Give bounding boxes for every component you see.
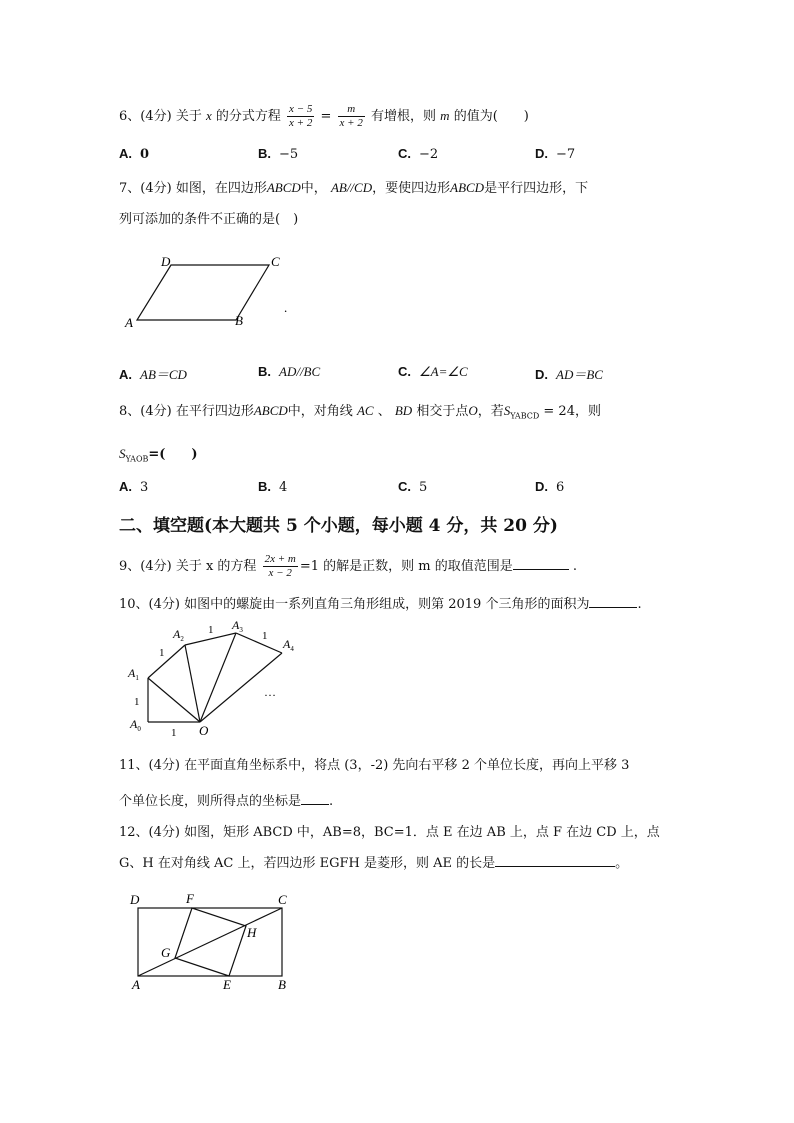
q12-diagonal-ac	[138, 908, 282, 976]
q8-option-a: A. 3	[119, 479, 149, 495]
q11-text: 个单位长度，则所得点的坐标是	[119, 794, 302, 809]
q7-quad1: ABCD	[266, 180, 301, 195]
q8-text-d: ，若	[477, 404, 504, 419]
q11-stem-line2	[119, 790, 333, 809]
q8-text-c: 相交于点	[416, 404, 469, 419]
q6-var: x	[205, 108, 212, 123]
q8-s2: S	[119, 446, 126, 461]
q7-text-b: 中，	[300, 181, 327, 196]
q10-spiral-figure	[119, 618, 319, 738]
q7-option-b: B. AD//BC	[258, 364, 321, 379]
q7-label-b: B	[235, 313, 243, 328]
q8-option-c: C. 5	[398, 479, 428, 495]
q9-end: .	[572, 559, 577, 574]
q6-m: m	[440, 108, 450, 123]
q12-label-a: A	[132, 977, 140, 992]
q6-suffix1: 有增根，则	[371, 109, 437, 124]
q10-dots: …	[264, 685, 276, 699]
q7-parallelogram	[137, 265, 269, 320]
q9-answer-blank[interactable]	[513, 557, 569, 570]
q9-den: x − 2	[268, 567, 292, 579]
q7-parallel: AB//CD	[330, 180, 373, 195]
q6-eq: =	[320, 109, 332, 124]
q8-o: O	[468, 403, 478, 418]
q8-option-d: D. 6	[535, 479, 565, 495]
q10-end: .	[637, 597, 642, 612]
q12-label-f: F	[186, 891, 194, 906]
q8-s: S	[503, 403, 511, 418]
q12-label-g: G	[161, 945, 171, 960]
q10-label-o: O	[199, 723, 209, 738]
q8-stem-line2	[119, 443, 198, 464]
q12-label-d: D	[130, 892, 140, 907]
q9-num: 2x + m	[264, 553, 296, 565]
q10-label-a3: $A_3$	[232, 618, 243, 634]
q8-text-b: 中，对角线	[287, 404, 353, 419]
q9-suffix: =1 的解是正数，则 m 的取值范围是	[299, 559, 513, 574]
q6-prefix: 6、(4分) 关于	[119, 109, 202, 124]
q7-option-c: C. ∠A=∠C	[398, 364, 468, 379]
q12-label-b: B	[278, 977, 286, 992]
q8-text-a: 8、(4分) 在平行四边形	[119, 404, 254, 419]
q8-sep: 、	[377, 404, 391, 419]
q10-label-one-a0a1: 1	[134, 696, 140, 708]
q6-option-a: A. 0	[119, 146, 150, 162]
q12-stem-line1: 12、(4分) 如图，矩形 ABCD 中，AB=8，BC=1．点 E 在边 AB 上，点 F 在边 CD 上，点	[119, 825, 660, 840]
q12-text: G、H 在对角线 AC 上，若四边形 EGFH 是菱形，则 AE 的长是	[119, 856, 496, 871]
q7-parallelogram-figure	[119, 252, 309, 332]
q12-label-h: H	[247, 925, 257, 940]
q10-seg-a1-a2	[148, 645, 185, 678]
q10-label-a1: $A_1$	[128, 666, 139, 682]
q12-end: 。	[615, 856, 629, 871]
q7-label-d: D	[161, 254, 171, 269]
q8-bd: BD	[394, 403, 413, 418]
q6-lhs-den: x + 2	[289, 117, 313, 129]
q10-label-one-a2a3: 1	[208, 624, 214, 636]
q10-answer-blank[interactable]	[589, 595, 637, 608]
q8-option-b: B. 4	[258, 479, 288, 495]
q6-mid: 的分式方程	[215, 109, 281, 124]
q6-option-b: B. −5	[258, 146, 299, 162]
q7-label-c: C	[271, 254, 280, 269]
q6-suffix2: 的值为( )	[453, 109, 529, 124]
q7-quad2: ABCD	[450, 180, 485, 195]
q10-label-one-a3a4: 1	[262, 630, 268, 642]
q7-label-a: A	[125, 315, 133, 330]
q10-label-a4: $A_4$	[283, 637, 294, 653]
q9-fraction	[263, 553, 298, 580]
q11-answer-blank[interactable]	[301, 792, 329, 805]
q11-end: .	[329, 794, 334, 809]
q7-text-c: ，要使四边形	[372, 181, 451, 196]
q6-rhs-num: m	[338, 103, 365, 117]
q7-stem-line1	[119, 177, 588, 196]
q12-label-c: C	[278, 892, 287, 907]
q10-label-a0: $A_0$	[130, 717, 141, 733]
q6-rhs-fraction	[338, 103, 365, 130]
section-heading: 二、填空题(本大题共 5 个小题，每小题 4 分，共 20 分)	[119, 516, 558, 536]
q6-stem	[119, 103, 529, 130]
q10-label-one-a0o: 1	[171, 727, 177, 738]
q8-text-e: = 24，则	[543, 404, 601, 419]
q9-prefix: 9、(4分) 关于 x 的方程	[119, 559, 257, 574]
q8-s2-sub: YAOB	[125, 454, 149, 464]
q10-label-one-a1a2: 1	[159, 647, 165, 659]
q8-ac: AC	[356, 403, 374, 418]
q7-stem-line2: 列可添加的条件不正确的是( )	[119, 212, 299, 227]
q10-label-a2: $A_2$	[173, 627, 184, 643]
q10-text: 10、(4分) 如图中的螺旋由一系列直角三角形组成，则第 2019 个三角形的面积为	[119, 597, 590, 612]
q9-stem	[119, 553, 577, 580]
q7-option-a: A. AB＝CD	[119, 367, 187, 382]
q10-stem	[119, 593, 642, 612]
q12-stem-line2	[119, 852, 628, 871]
q11-stem-line1: 11、(4分) 在平面直角坐标系中，将点 (3，-2) 先向右平移 2 个单位长度，再向上平移 3	[119, 758, 630, 773]
q6-rhs-den: x + 2	[339, 117, 363, 129]
q7-option-d: D. AD＝BC	[535, 367, 603, 382]
q7-dot: .	[284, 300, 288, 315]
q6-lhs-fraction	[287, 103, 314, 130]
q6-option-d: D. −7	[535, 146, 576, 162]
q7-text-d: 是平行四边形，下	[484, 181, 589, 196]
q12-rectangle-figure	[119, 888, 309, 998]
q8-quad: ABCD	[253, 403, 288, 418]
q7-text-a: 7、(4分) 如图，在四边形	[119, 181, 267, 196]
q8-text-f: =( )	[148, 447, 198, 462]
q12-label-e: E	[223, 977, 231, 992]
q6-option-c: C. −2	[398, 146, 439, 162]
q8-s-sub: YABCD	[510, 411, 540, 421]
q10-seg-a3-a4	[236, 633, 282, 653]
q8-stem-line1	[119, 400, 601, 421]
q12-answer-blank[interactable]	[495, 854, 615, 867]
q6-lhs-num: x − 5	[289, 103, 313, 115]
q10-seg-o-a3	[200, 633, 236, 722]
